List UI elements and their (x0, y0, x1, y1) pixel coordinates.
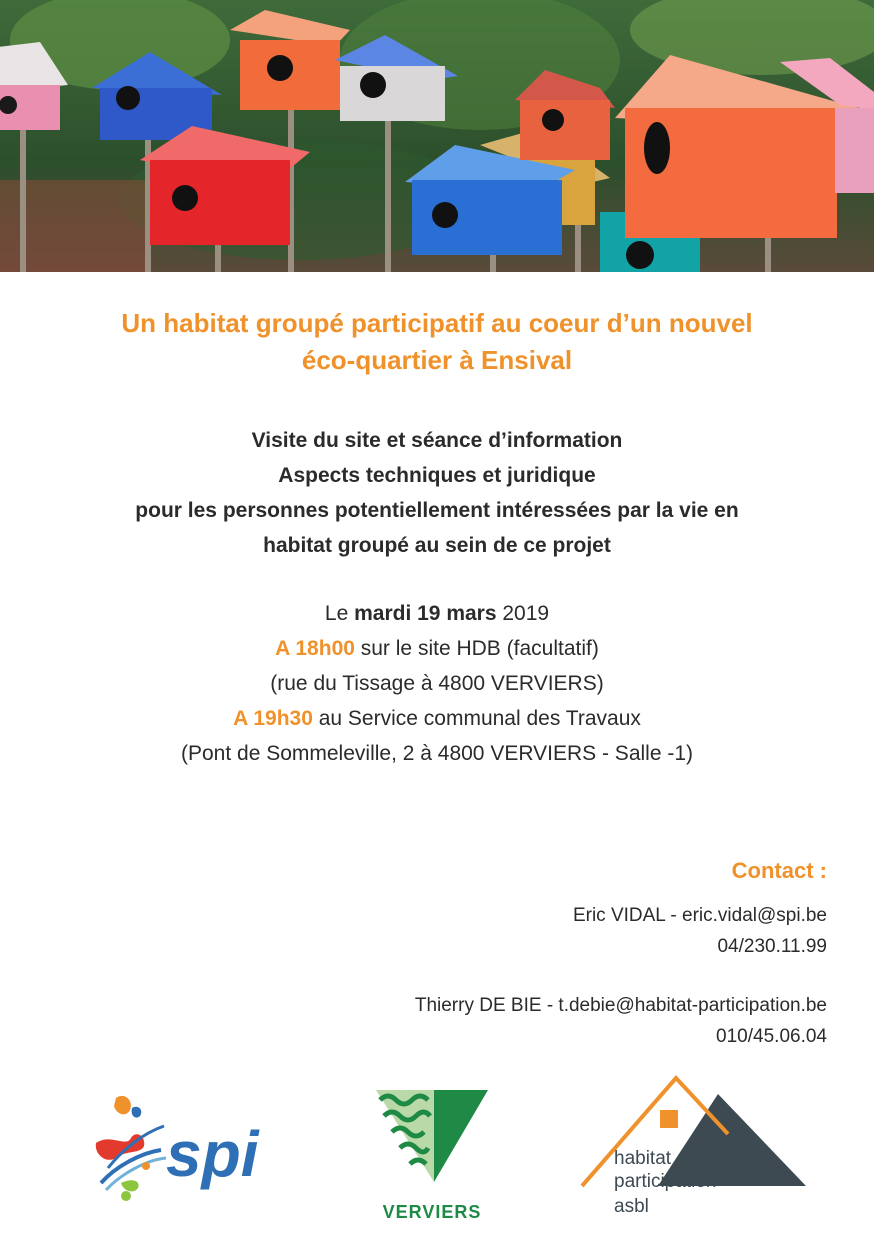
contact-phone-2: 010/45.06.04 (716, 1026, 827, 1047)
spi-logo-graphic (86, 1088, 301, 1208)
event-date (0, 596, 874, 631)
event-title (0, 305, 874, 379)
subtitle-line-2: Aspects techniques et juridique (278, 464, 596, 487)
contact-phone-1: 04/230.11.99 (717, 936, 827, 957)
subtitle-line-4: habitat groupé au sein de ce projet (263, 534, 611, 557)
session-2-address: (Pont de Sommeleville, 2 à 4800 VERVIERS - Salle -1) (180, 742, 694, 765)
birdhouses-photo (0, 0, 874, 272)
session-2-time: A 19h30 (233, 707, 313, 730)
contact-person-2: Thierry DE BIE - t.debie@habitat-participation.be (414, 995, 827, 1016)
habitat-logo-line-2: participation (614, 1171, 717, 1192)
session-2-text: au Service communal des Travaux (312, 707, 641, 730)
verviers-logo (372, 1086, 492, 1226)
banner-image (0, 0, 874, 272)
subtitle-line-3: pour les personnes potentiellement intéressées par la vie en (135, 499, 739, 522)
date-prefix: Le (324, 602, 355, 625)
habitat-participation-logo-graphic (578, 1074, 808, 1224)
habitat-logo-line-3: asbl (614, 1196, 649, 1217)
spi-logo-text: spi (166, 1118, 259, 1190)
contact-block (227, 855, 827, 1052)
event-subtitle (0, 423, 874, 563)
session-1-text: sur le site HDB (facultatif) (354, 637, 599, 660)
verviers-logo-graphic (372, 1086, 492, 1226)
spi-logo (86, 1088, 301, 1208)
session-2 (0, 701, 874, 736)
contact-heading: Contact : (731, 858, 827, 883)
subtitle-line-1: Visite du site et séance d’information (251, 429, 623, 452)
title-line-1: Un habitat groupé participatif au coeur d’un nouvel (121, 308, 753, 338)
habitat-participation-logo (578, 1074, 808, 1224)
contact-person-1: Eric VIDAL - eric.vidal@spi.be (572, 905, 827, 926)
habitat-logo-line-1: habitat et (614, 1148, 693, 1169)
session-1 (0, 631, 874, 666)
title-line-2: éco-quartier à Ensival (301, 345, 573, 375)
date-value: mardi 19 mars (354, 602, 497, 625)
session-1-address: (rue du Tissage à 4800 VERVIERS) (270, 672, 604, 695)
event-schedule (0, 596, 874, 771)
date-year: 2019 (496, 602, 550, 625)
verviers-logo-text: VERVIERS (382, 1202, 482, 1222)
session-1-time: A 18h00 (275, 637, 355, 660)
